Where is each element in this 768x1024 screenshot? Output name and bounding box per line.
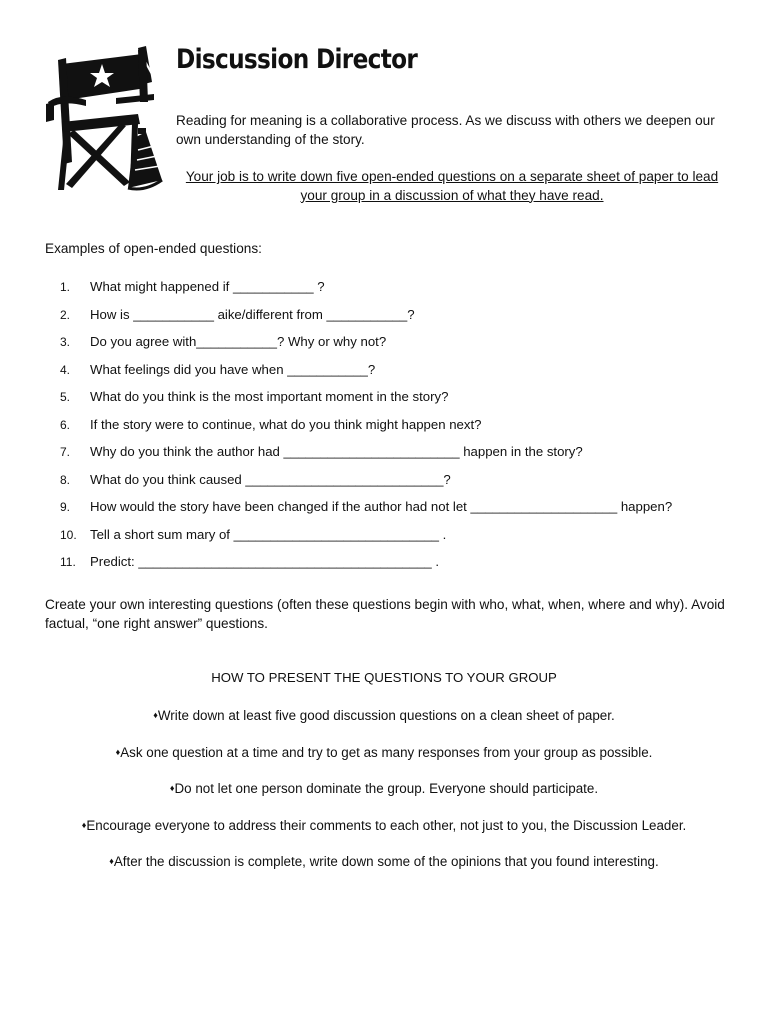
tip-text: Write down at least five good discussion questions on a clean sheet of paper. bbox=[157, 708, 615, 723]
diamond-bullet-icon: ♦ bbox=[109, 856, 114, 866]
question-item bbox=[60, 361, 740, 389]
question-text: Why do you think the author had ________________________ happen in the story? bbox=[90, 444, 583, 459]
question-item bbox=[60, 388, 740, 416]
tip-text: After the discussion is complete, write down some of the opinions that you found interesting. bbox=[113, 854, 659, 869]
tip-item bbox=[0, 706, 768, 743]
question-item bbox=[60, 498, 740, 526]
question-number: 10. bbox=[60, 527, 77, 542]
question-text: What do you think is the most important moment in the story? bbox=[90, 389, 449, 404]
question-item bbox=[60, 333, 740, 361]
question-item bbox=[60, 471, 740, 499]
job-instructions: Your job is to write down five open-ended questions on a separate sheet of paper to lead your group in a discussion of what they have read. bbox=[185, 169, 719, 203]
question-item bbox=[60, 278, 740, 306]
question-item bbox=[60, 306, 740, 334]
tip-text: Do not let one person dominate the group. Everyone should participate. bbox=[174, 781, 599, 796]
tip-item bbox=[0, 779, 768, 816]
directors-chair-megaphone-icon bbox=[42, 42, 168, 194]
question-text: What feelings did you have when ___________? bbox=[90, 361, 376, 377]
question-text: Do you agree with___________? Why or why not? bbox=[90, 334, 387, 349]
page-title: Discussion Director bbox=[176, 44, 418, 75]
question-number: 9. bbox=[60, 500, 71, 514]
question-number: 4. bbox=[60, 362, 71, 377]
question-text: How would the story have been changed if the author had not let ____________________ happen? bbox=[90, 499, 673, 514]
question-number: 1. bbox=[60, 280, 71, 294]
question-item bbox=[60, 443, 740, 471]
question-text: Tell a short sum mary of ____________________________ . bbox=[90, 526, 447, 542]
create-questions-paragraph: Create your own interesting questions (often these questions begin with who, what, when, where and why). Avoid factual, “one right answer” questions. bbox=[45, 597, 725, 631]
question-number: 7. bbox=[60, 445, 71, 459]
question-number: 2. bbox=[60, 307, 71, 322]
examples-heading: Examples of open-ended questions: bbox=[45, 241, 262, 256]
present-heading: HOW TO PRESENT THE QUESTIONS TO YOUR GROUP bbox=[211, 670, 557, 685]
question-number: 3. bbox=[60, 335, 71, 349]
tip-item bbox=[0, 852, 768, 889]
question-list bbox=[60, 278, 740, 581]
question-item bbox=[60, 553, 740, 581]
question-text: What might happened if ___________ ? bbox=[90, 279, 325, 294]
diamond-bullet-icon: ♦ bbox=[169, 783, 175, 793]
question-text: Predict: ________________________________________ . bbox=[90, 554, 440, 569]
question-item bbox=[60, 526, 740, 554]
question-number: 5. bbox=[60, 390, 71, 404]
tip-item bbox=[0, 743, 768, 780]
question-number: 11. bbox=[60, 555, 76, 569]
tip-text: Encourage everyone to address their comments to each other, not just to you, the Discussion Leader. bbox=[86, 817, 687, 833]
question-text: If the story were to continue, what do you think might happen next? bbox=[90, 416, 482, 432]
tip-item bbox=[0, 816, 768, 853]
intro-paragraph: Reading for meaning is a collaborative process. As we discuss with others we deepen our own understanding of the story. bbox=[176, 113, 715, 147]
question-item bbox=[60, 416, 740, 444]
diamond-bullet-icon: ♦ bbox=[115, 746, 121, 757]
tip-text: Ask one question at a time and try to get as many responses from your group as possible. bbox=[120, 744, 653, 760]
question-text: How is ___________ aike/different from ___________? bbox=[90, 306, 415, 322]
question-number: 6. bbox=[60, 417, 71, 432]
tips-list bbox=[0, 706, 768, 889]
question-text: What do you think caused ___________________________? bbox=[90, 471, 451, 487]
diamond-bullet-icon: ♦ bbox=[153, 710, 158, 720]
question-number: 8. bbox=[60, 472, 71, 487]
diamond-bullet-icon: ♦ bbox=[81, 819, 87, 830]
